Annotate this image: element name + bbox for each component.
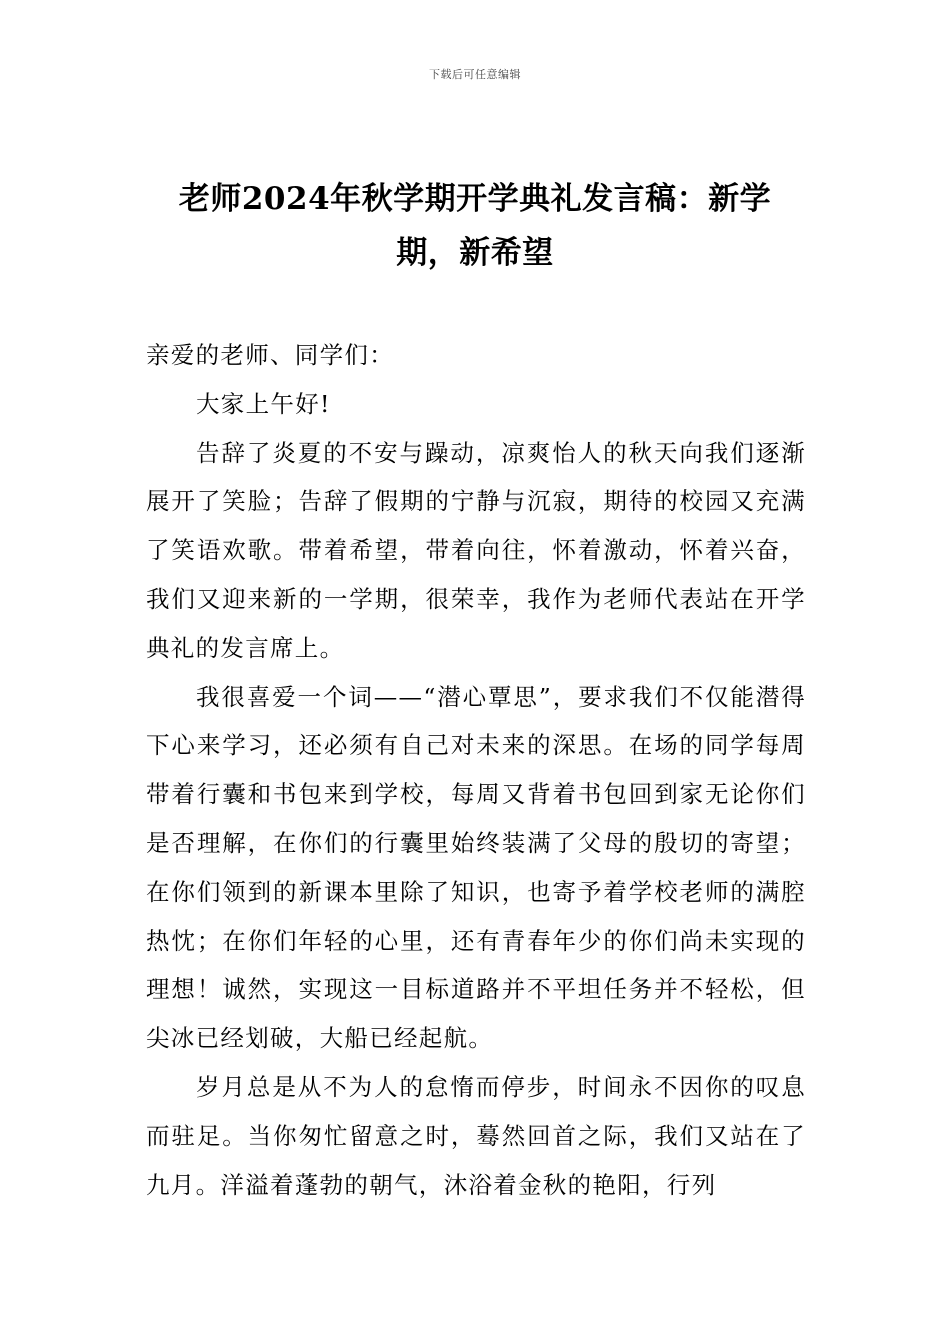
document-body [146, 331, 806, 1209]
paragraph-3: 岁月总是从不为人的怠惰而停步，时间永不因你的叹息而驻足。当你匆忙留意之时，蓦然回首之际，我们又站在了九月。洋溢着蓬勃的朝气，沐浴着金秋的艳阳，行列 [146, 1072, 806, 1199]
paragraph-2: 我很喜爱一个词——“潜心覃思”，要求我们不仅能潜得下心来学习，还必须有自己对未来的深思。在场的同学每周带着行囊和书包来到学校，每周又背着书包回到家无论你们是否理解，在你们的行囊里始终装满了父母的殷切的寄望；在你们领到的新课本里除了知识，也寄予着学校老师的满腔热忱；在你们年轻的心里，还有青春年少的你们尚未实现的理想！诚然，实现这一目标道路并不平坦任务并不轻松，但尖冰已经划破，大船已经起航。 [146, 682, 806, 1053]
title-line-2: 期，新希望 [396, 235, 554, 271]
title-line-1: 老师2024年秋学期开学典礼发言稿：新学 [178, 181, 772, 217]
paragraph-1: 告辞了炎夏的不安与躁动，凉爽怡人的秋天向我们逐渐展开了笑脸；告辞了假期的宁静与沉寂，期待的校园又充满了笑语欢歌。带着希望，带着向往，怀着激动，怀着兴奋，我们又迎来新的一学期，很荣幸，我作为老师代表站在开学典礼的发言席上。 [146, 438, 806, 662]
salutation: 亲爱的老师、同学们： [146, 341, 394, 369]
greeting: 大家上午好! [196, 389, 331, 418]
header-note: 下载后可任意编辑 [429, 68, 521, 81]
document-title [130, 172, 820, 280]
